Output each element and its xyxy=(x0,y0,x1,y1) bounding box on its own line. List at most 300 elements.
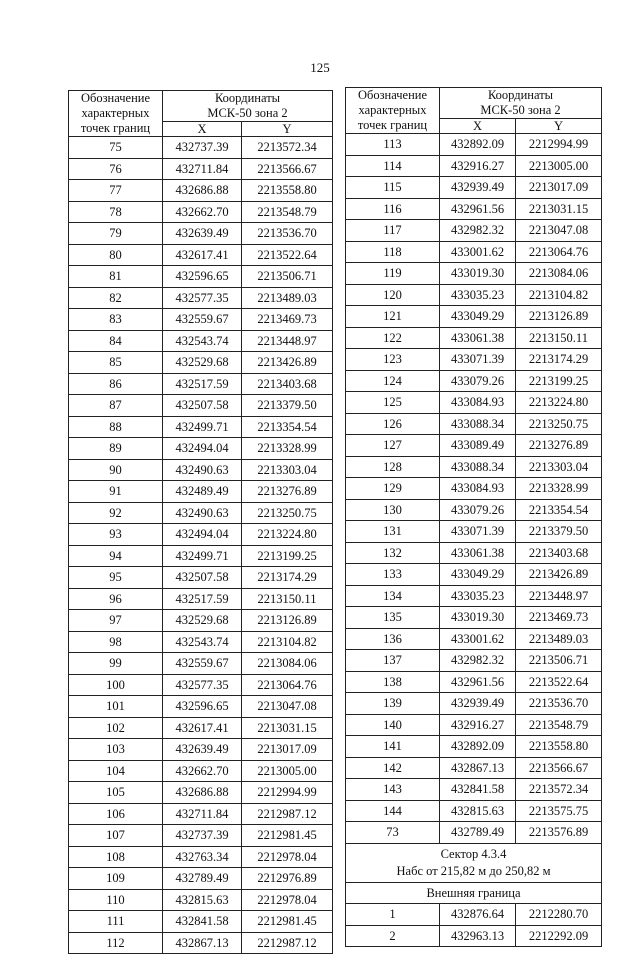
point-id-cell: 98 xyxy=(69,631,163,653)
y-coordinate-cell: 2212978.04 xyxy=(242,889,333,911)
table-row xyxy=(346,370,602,392)
point-id-cell: 114 xyxy=(346,155,440,177)
header-text: Координаты xyxy=(214,91,281,105)
point-id-cell: 92 xyxy=(69,502,163,524)
y-coordinate-cell: 2213548.79 xyxy=(516,714,602,736)
table-row xyxy=(346,779,602,801)
x-coordinate-cell: 433019.30 xyxy=(440,607,516,629)
point-id-cell: 128 xyxy=(346,456,440,478)
x-coordinate-cell: 432494.04 xyxy=(163,438,242,460)
table-row xyxy=(346,478,602,500)
table-row xyxy=(346,134,602,156)
sector-section xyxy=(346,843,602,904)
point-id-cell: 109 xyxy=(69,868,163,890)
y-coordinate-cell: 2213250.75 xyxy=(516,413,602,435)
y-coordinate-cell: 2213104.82 xyxy=(242,631,333,653)
x-coordinate-cell: 432662.70 xyxy=(163,760,242,782)
x-coordinate-cell: 432867.13 xyxy=(163,932,242,954)
y-coordinate-cell: 2213199.25 xyxy=(242,545,333,567)
y-coordinate-cell: 2213064.76 xyxy=(242,674,333,696)
point-id-cell: 94 xyxy=(69,545,163,567)
table-row xyxy=(346,349,602,371)
y-coordinate-cell: 2213303.04 xyxy=(516,456,602,478)
point-id-cell: 126 xyxy=(346,413,440,435)
point-id-cell: 108 xyxy=(69,846,163,868)
y-coordinate-cell: 2213005.00 xyxy=(516,155,602,177)
point-id-cell: 119 xyxy=(346,263,440,285)
x-coordinate-cell: 432982.32 xyxy=(440,220,516,242)
x-coordinate-cell: 432529.68 xyxy=(163,352,242,374)
x-coordinate-cell: 432789.49 xyxy=(163,868,242,890)
point-id-cell: 142 xyxy=(346,757,440,779)
y-coordinate-cell: 2213276.89 xyxy=(242,481,333,503)
x-coordinate-cell: 433071.39 xyxy=(440,349,516,371)
y-coordinate-cell: 2213379.50 xyxy=(516,521,602,543)
y-coordinate-cell: 2213536.70 xyxy=(242,223,333,245)
y-coordinate-cell: 2213354.54 xyxy=(242,416,333,438)
point-id-cell: 124 xyxy=(346,370,440,392)
x-coordinate-cell: 432939.49 xyxy=(440,177,516,199)
table-row xyxy=(69,760,333,782)
y-coordinate-cell: 2213328.99 xyxy=(242,438,333,460)
y-coordinate-cell: 2212280.70 xyxy=(516,904,602,926)
table-row xyxy=(69,416,333,438)
point-id-cell: 115 xyxy=(346,177,440,199)
x-coordinate-cell: 432686.88 xyxy=(163,180,242,202)
point-id-cell: 87 xyxy=(69,395,163,417)
point-id-cell: 116 xyxy=(346,198,440,220)
table-row xyxy=(346,736,602,758)
table-row xyxy=(346,456,602,478)
point-id-cell: 121 xyxy=(346,306,440,328)
table-row xyxy=(69,459,333,481)
point-id-cell: 138 xyxy=(346,671,440,693)
table-row xyxy=(346,628,602,650)
table-row xyxy=(69,201,333,223)
table-row xyxy=(346,306,602,328)
x-coordinate-cell: 432841.58 xyxy=(163,911,242,933)
y-coordinate-cell: 2213566.67 xyxy=(516,757,602,779)
table-row xyxy=(346,220,602,242)
point-id-cell: 141 xyxy=(346,736,440,758)
y-coordinate-cell: 2213448.97 xyxy=(516,585,602,607)
point-id-cell: 93 xyxy=(69,524,163,546)
sector-boundary: Внешняя граница xyxy=(346,882,602,904)
point-id-cell: 143 xyxy=(346,779,440,801)
table-row xyxy=(69,395,333,417)
y-coordinate-cell: 2213199.25 xyxy=(516,370,602,392)
y-coordinate-cell: 2213522.64 xyxy=(242,244,333,266)
table-row xyxy=(69,352,333,374)
point-id-cell: 82 xyxy=(69,287,163,309)
x-coordinate-cell: 432489.49 xyxy=(163,481,242,503)
y-header: Y xyxy=(516,119,602,134)
point-id-cell: 91 xyxy=(69,481,163,503)
x-coordinate-cell: 433061.38 xyxy=(440,542,516,564)
y-coordinate-cell: 2213575.75 xyxy=(516,800,602,822)
point-id-cell: 96 xyxy=(69,588,163,610)
y-coordinate-cell: 2213354.54 xyxy=(516,499,602,521)
table-row xyxy=(69,223,333,245)
point-id-cell: 137 xyxy=(346,650,440,672)
point-id-cell: 120 xyxy=(346,284,440,306)
point-id-cell: 139 xyxy=(346,693,440,715)
point-id-cell: 95 xyxy=(69,567,163,589)
table-row xyxy=(69,803,333,825)
point-id-cell: 85 xyxy=(69,352,163,374)
header-text: характерных xyxy=(358,103,427,117)
y-coordinate-cell: 2213150.11 xyxy=(242,588,333,610)
left-table-body xyxy=(69,137,333,954)
y-coordinate-cell: 2212981.45 xyxy=(242,911,333,933)
point-id-cell: 84 xyxy=(69,330,163,352)
x-coordinate-cell: 432559.67 xyxy=(163,309,242,331)
table-row xyxy=(69,825,333,847)
x-coordinate-cell: 432815.63 xyxy=(163,889,242,911)
x-coordinate-cell: 432639.49 xyxy=(163,739,242,761)
x-coordinate-cell: 432961.56 xyxy=(440,671,516,693)
point-id-cell: 132 xyxy=(346,542,440,564)
y-coordinate-cell: 2213224.80 xyxy=(516,392,602,414)
point-id-cell: 112 xyxy=(69,932,163,954)
table-row xyxy=(69,911,333,933)
x-coordinate-cell: 433061.38 xyxy=(440,327,516,349)
point-id-cell: 101 xyxy=(69,696,163,718)
y-coordinate-cell: 2212987.12 xyxy=(242,932,333,954)
table-row xyxy=(346,521,602,543)
table-row xyxy=(69,696,333,718)
y-coordinate-cell: 2212978.04 xyxy=(242,846,333,868)
x-coordinate-cell: 433035.23 xyxy=(440,585,516,607)
point-id-cell: 123 xyxy=(346,349,440,371)
x-coordinate-cell: 433088.34 xyxy=(440,456,516,478)
y-coordinate-cell: 2213017.09 xyxy=(516,177,602,199)
table-row xyxy=(346,564,602,586)
y-coordinate-cell: 2212994.99 xyxy=(242,782,333,804)
y-coordinate-cell: 2213017.09 xyxy=(242,739,333,761)
x-coordinate-cell: 432617.41 xyxy=(163,244,242,266)
header-text: характерных xyxy=(81,106,150,120)
x-coordinate-cell: 432507.58 xyxy=(163,395,242,417)
header-text: МСК-50 зона 2 xyxy=(207,106,288,120)
sector-heading xyxy=(346,843,602,882)
table-row xyxy=(346,800,602,822)
x-coordinate-cell: 432559.67 xyxy=(163,653,242,675)
x-coordinate-cell: 432507.58 xyxy=(163,567,242,589)
table-row xyxy=(69,309,333,331)
sector-title: Сектор 4.3.4 xyxy=(440,846,507,861)
x-coordinate-cell: 433001.62 xyxy=(440,628,516,650)
y-header: Y xyxy=(242,122,333,137)
table-row xyxy=(346,499,602,521)
x-coordinate-cell: 432499.71 xyxy=(163,416,242,438)
point-id-cell: 106 xyxy=(69,803,163,825)
point-id-cell: 102 xyxy=(69,717,163,739)
y-coordinate-cell: 2213031.15 xyxy=(242,717,333,739)
x-coordinate-cell: 432490.63 xyxy=(163,502,242,524)
x-coordinate-cell: 432596.65 xyxy=(163,266,242,288)
y-coordinate-cell: 2213426.89 xyxy=(242,352,333,374)
table-row xyxy=(69,846,333,868)
y-coordinate-cell: 2213469.73 xyxy=(516,607,602,629)
y-coordinate-cell: 2213536.70 xyxy=(516,693,602,715)
y-coordinate-cell: 2212987.12 xyxy=(242,803,333,825)
table-row xyxy=(346,435,602,457)
y-coordinate-cell: 2213126.89 xyxy=(242,610,333,632)
table-row xyxy=(69,438,333,460)
point-id-cell: 103 xyxy=(69,739,163,761)
point-id-cell: 77 xyxy=(69,180,163,202)
y-coordinate-cell: 2213104.82 xyxy=(516,284,602,306)
y-coordinate-cell: 2213489.03 xyxy=(242,287,333,309)
point-id-cell: 78 xyxy=(69,201,163,223)
x-coordinate-cell: 432763.34 xyxy=(163,846,242,868)
y-coordinate-cell: 2213150.11 xyxy=(516,327,602,349)
table-row xyxy=(346,177,602,199)
y-coordinate-cell: 2213047.08 xyxy=(242,696,333,718)
point-id-cell: 76 xyxy=(69,158,163,180)
y-coordinate-cell: 2212981.45 xyxy=(242,825,333,847)
point-id-cell: 79 xyxy=(69,223,163,245)
x-coordinate-cell: 433019.30 xyxy=(440,263,516,285)
x-header: X xyxy=(440,119,516,134)
table-row xyxy=(69,610,333,632)
designation-header xyxy=(69,91,163,137)
right-table-body xyxy=(346,134,602,844)
y-coordinate-cell: 2213084.06 xyxy=(242,653,333,675)
table-row xyxy=(69,674,333,696)
coordinates-table-left xyxy=(68,90,333,954)
x-coordinate-cell: 433084.93 xyxy=(440,478,516,500)
x-coordinate-cell: 432916.27 xyxy=(440,155,516,177)
table-row xyxy=(69,266,333,288)
table-row xyxy=(69,545,333,567)
point-id-cell: 90 xyxy=(69,459,163,481)
x-coordinate-cell: 432543.74 xyxy=(163,631,242,653)
y-coordinate-cell: 2213548.79 xyxy=(242,201,333,223)
point-id-cell: 113 xyxy=(346,134,440,156)
point-id-cell: 111 xyxy=(69,911,163,933)
x-coordinate-cell: 432577.35 xyxy=(163,674,242,696)
point-id-cell: 99 xyxy=(69,653,163,675)
x-coordinate-cell: 432577.35 xyxy=(163,287,242,309)
header-text: МСК-50 зона 2 xyxy=(480,103,561,117)
point-id-cell: 118 xyxy=(346,241,440,263)
table-row xyxy=(346,542,602,564)
point-id-cell: 80 xyxy=(69,244,163,266)
y-coordinate-cell: 2213174.29 xyxy=(516,349,602,371)
point-id-cell: 89 xyxy=(69,438,163,460)
y-coordinate-cell: 2213576.89 xyxy=(516,822,602,844)
table-row xyxy=(346,671,602,693)
y-coordinate-cell: 2213469.73 xyxy=(242,309,333,331)
table-row xyxy=(346,413,602,435)
y-coordinate-cell: 2213064.76 xyxy=(516,241,602,263)
y-coordinate-cell: 2213005.00 xyxy=(242,760,333,782)
table-row xyxy=(69,889,333,911)
point-id-cell: 135 xyxy=(346,607,440,629)
table-row xyxy=(69,739,333,761)
table-row xyxy=(346,822,602,844)
y-coordinate-cell: 2213506.71 xyxy=(516,650,602,672)
y-coordinate-cell: 2213047.08 xyxy=(516,220,602,242)
point-id-cell: 110 xyxy=(69,889,163,911)
point-id-cell: 88 xyxy=(69,416,163,438)
x-coordinate-cell: 432517.59 xyxy=(163,588,242,610)
y-coordinate-cell: 2213276.89 xyxy=(516,435,602,457)
table-row xyxy=(69,524,333,546)
x-coordinate-cell: 432499.71 xyxy=(163,545,242,567)
y-coordinate-cell: 2213403.68 xyxy=(242,373,333,395)
y-coordinate-cell: 2213031.15 xyxy=(516,198,602,220)
point-id-cell: 125 xyxy=(346,392,440,414)
x-header: X xyxy=(163,122,242,137)
x-coordinate-cell: 432841.58 xyxy=(440,779,516,801)
x-coordinate-cell: 432892.09 xyxy=(440,134,516,156)
x-coordinate-cell: 432867.13 xyxy=(440,757,516,779)
x-coordinate-cell: 432711.84 xyxy=(163,158,242,180)
table-row xyxy=(69,588,333,610)
x-coordinate-cell: 432529.68 xyxy=(163,610,242,632)
x-coordinate-cell: 432939.49 xyxy=(440,693,516,715)
table-row xyxy=(346,241,602,263)
point-id-cell: 97 xyxy=(69,610,163,632)
header-text: Обозначение xyxy=(357,88,428,102)
point-id-cell: 127 xyxy=(346,435,440,457)
x-coordinate-cell: 432543.74 xyxy=(163,330,242,352)
y-coordinate-cell: 2213174.29 xyxy=(242,567,333,589)
y-coordinate-cell: 2212292.09 xyxy=(516,925,602,947)
point-id-cell: 133 xyxy=(346,564,440,586)
x-coordinate-cell: 432789.49 xyxy=(440,822,516,844)
y-coordinate-cell: 2213426.89 xyxy=(516,564,602,586)
y-coordinate-cell: 2213558.80 xyxy=(242,180,333,202)
x-coordinate-cell: 432596.65 xyxy=(163,696,242,718)
table-row xyxy=(346,607,602,629)
y-coordinate-cell: 2212976.89 xyxy=(242,868,333,890)
point-id-cell: 2 xyxy=(346,925,440,947)
x-coordinate-cell: 433079.26 xyxy=(440,499,516,521)
x-coordinate-cell: 432686.88 xyxy=(163,782,242,804)
table-row xyxy=(69,502,333,524)
table-row xyxy=(69,932,333,954)
point-id-cell: 1 xyxy=(346,904,440,926)
y-coordinate-cell: 2213572.34 xyxy=(516,779,602,801)
x-coordinate-cell: 432711.84 xyxy=(163,803,242,825)
y-coordinate-cell: 2213566.67 xyxy=(242,158,333,180)
table-row xyxy=(69,330,333,352)
point-id-cell: 130 xyxy=(346,499,440,521)
table-row xyxy=(346,693,602,715)
x-coordinate-cell: 432737.39 xyxy=(163,825,242,847)
table-row xyxy=(346,392,602,414)
x-coordinate-cell: 433089.49 xyxy=(440,435,516,457)
x-coordinate-cell: 433084.93 xyxy=(440,392,516,414)
point-id-cell: 104 xyxy=(69,760,163,782)
point-id-cell: 83 xyxy=(69,309,163,331)
designation-header xyxy=(346,88,440,134)
x-coordinate-cell: 433049.29 xyxy=(440,306,516,328)
table-row xyxy=(69,631,333,653)
table-row xyxy=(346,327,602,349)
y-coordinate-cell: 2213489.03 xyxy=(516,628,602,650)
y-coordinate-cell: 2213328.99 xyxy=(516,478,602,500)
y-coordinate-cell: 2212994.99 xyxy=(516,134,602,156)
table-row xyxy=(69,158,333,180)
table-row xyxy=(69,567,333,589)
coordinates-table-right xyxy=(345,87,602,947)
table-row xyxy=(69,287,333,309)
point-id-cell: 105 xyxy=(69,782,163,804)
x-coordinate-cell: 432662.70 xyxy=(163,201,242,223)
table-row xyxy=(346,925,602,947)
x-coordinate-cell: 433088.34 xyxy=(440,413,516,435)
x-coordinate-cell: 432494.04 xyxy=(163,524,242,546)
x-coordinate-cell: 432916.27 xyxy=(440,714,516,736)
y-coordinate-cell: 2213558.80 xyxy=(516,736,602,758)
header-text: Координаты xyxy=(487,88,554,102)
y-coordinate-cell: 2213379.50 xyxy=(242,395,333,417)
point-id-cell: 122 xyxy=(346,327,440,349)
x-coordinate-cell: 432982.32 xyxy=(440,650,516,672)
x-coordinate-cell: 432517.59 xyxy=(163,373,242,395)
header-text: точек границ xyxy=(80,121,151,135)
x-coordinate-cell: 433001.62 xyxy=(440,241,516,263)
table-row xyxy=(69,653,333,675)
table-row xyxy=(69,373,333,395)
table-row xyxy=(346,757,602,779)
y-coordinate-cell: 2213250.75 xyxy=(242,502,333,524)
x-coordinate-cell: 433079.26 xyxy=(440,370,516,392)
coordinates-header xyxy=(163,91,333,122)
sector-height-range: Набс от 215,82 м до 250,82 м xyxy=(396,863,551,878)
x-coordinate-cell: 432639.49 xyxy=(163,223,242,245)
table-row xyxy=(346,714,602,736)
y-coordinate-cell: 2213126.89 xyxy=(516,306,602,328)
y-coordinate-cell: 2213506.71 xyxy=(242,266,333,288)
table-row xyxy=(346,263,602,285)
page-number: 125 xyxy=(310,60,330,75)
point-id-cell: 117 xyxy=(346,220,440,242)
table-row xyxy=(69,137,333,159)
y-coordinate-cell: 2213224.80 xyxy=(242,524,333,546)
point-id-cell: 81 xyxy=(69,266,163,288)
x-coordinate-cell: 432876.64 xyxy=(440,904,516,926)
table-row xyxy=(69,717,333,739)
table-row xyxy=(69,782,333,804)
table-row xyxy=(346,650,602,672)
table-row xyxy=(69,481,333,503)
sector-table-body xyxy=(346,904,602,947)
table-row xyxy=(346,585,602,607)
point-id-cell: 100 xyxy=(69,674,163,696)
x-coordinate-cell: 432737.39 xyxy=(163,137,242,159)
point-id-cell: 136 xyxy=(346,628,440,650)
y-coordinate-cell: 2213403.68 xyxy=(516,542,602,564)
x-coordinate-cell: 432815.63 xyxy=(440,800,516,822)
y-coordinate-cell: 2213572.34 xyxy=(242,137,333,159)
point-id-cell: 75 xyxy=(69,137,163,159)
x-coordinate-cell: 432490.63 xyxy=(163,459,242,481)
point-id-cell: 140 xyxy=(346,714,440,736)
point-id-cell: 144 xyxy=(346,800,440,822)
point-id-cell: 73 xyxy=(346,822,440,844)
table-row xyxy=(346,284,602,306)
point-id-cell: 131 xyxy=(346,521,440,543)
table-row xyxy=(346,904,602,926)
point-id-cell: 86 xyxy=(69,373,163,395)
table-row xyxy=(69,244,333,266)
